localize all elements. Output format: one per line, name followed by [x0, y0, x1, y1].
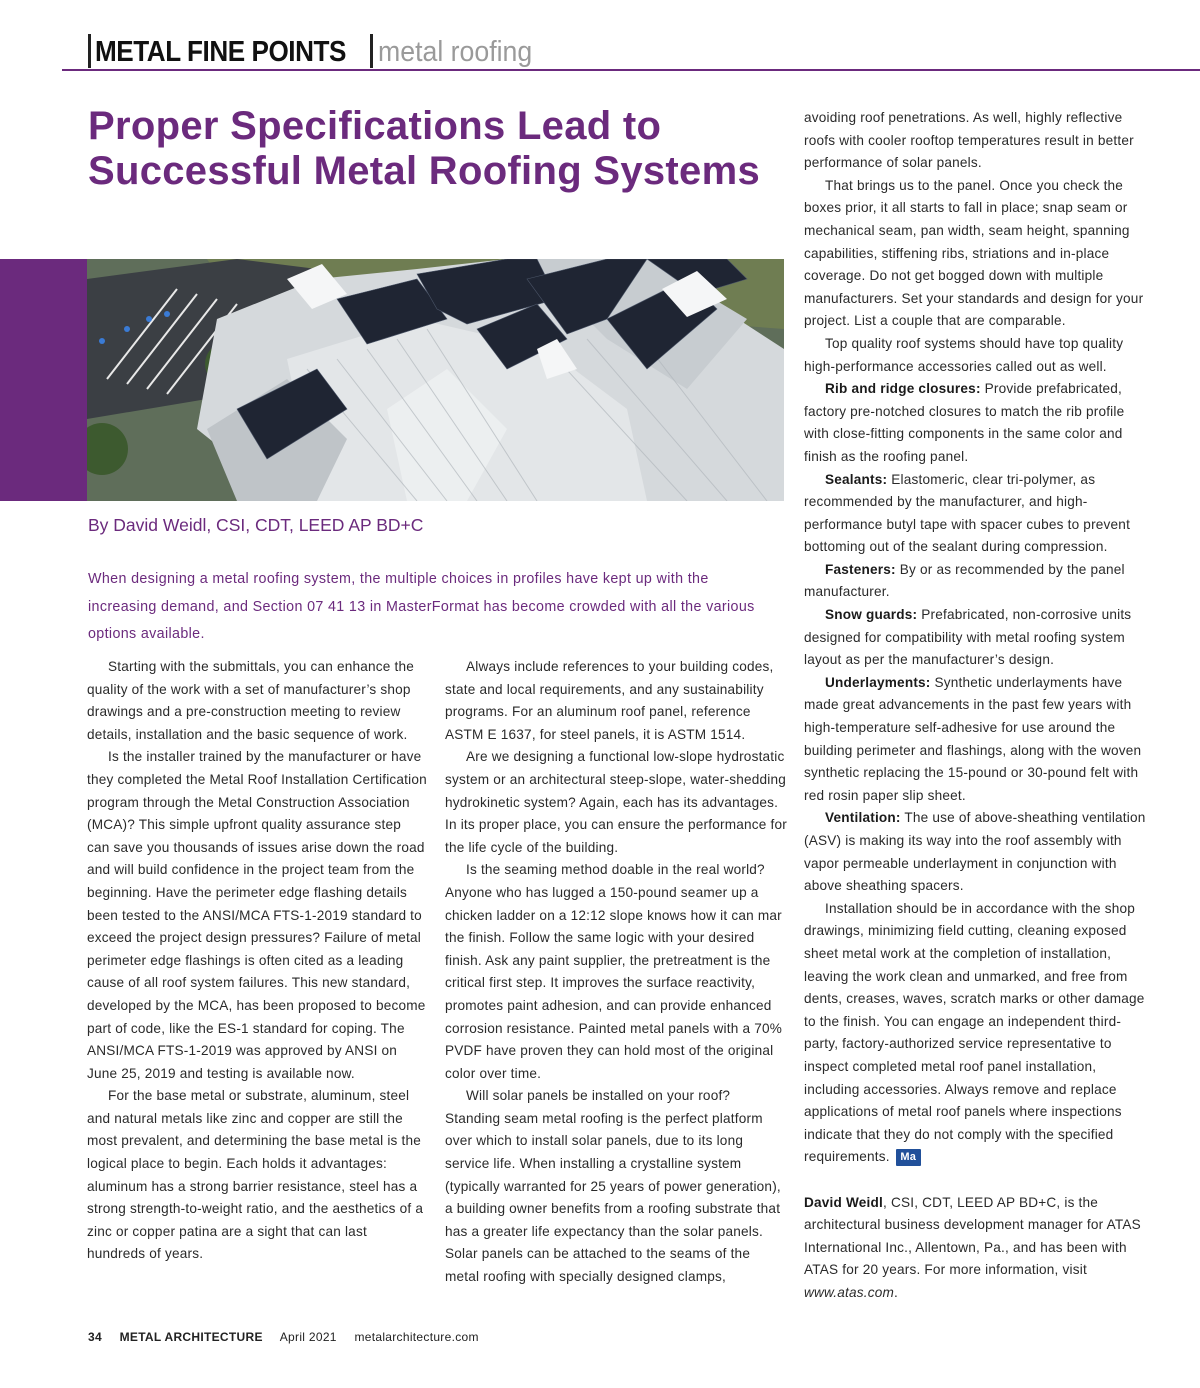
paragraph: For the base metal or substrate, aluminum, steel and natural metals like zinc and copper are still the most prevalent, and determining the base metal is the logical place to begin. Each holds it advantages: aluminum has a strong barrier resistance, steel has a strong strength-to-weight ratio, and the aesthetics of a zinc or copper patina are a sight that can last hundreds of years.: [87, 1088, 424, 1262]
header-rule: [62, 69, 1200, 71]
body-column-2: [445, 656, 787, 1289]
article-byline: By David Weidl, CSI, CDT, LEED AP BD+C: [88, 515, 424, 535]
author-name: David Weidl: [804, 1194, 883, 1210]
page-header: [0, 32, 1200, 72]
spec-text: Elastomeric, clear tri-polymer, as recommended by the manufacturer, and high-performance butyl tape with spacer cubes to prevent bottoming out of the sealant during compression.: [804, 471, 1131, 555]
paragraph: Is the seaming method doable in the real world? Anyone who has lugged a 150-pound seamer up a chicken ladder on a 12:12 slope knows how it can mar the finish. Follow the same logic with your desired finish. Ask any paint supplier, the pretreatment is the critical first step. It improves the surface reactivity, promotes paint adhesion, and can provide enhanced corrosion resistance. Painted metal panels with a 70% PVDF have proven they can hold most of the original color over time.: [445, 862, 783, 1081]
issue-date: April 2021: [279, 1330, 337, 1344]
article-lede: When designing a metal roofing system, the multiple choices in profiles have kept up with the increasing demand, and Section 07 41 13 in MasterFormat has become crowded with all the various options available.: [88, 571, 755, 642]
spec-text: Provide prefabricated, factory pre-notched closures to match the rib profile with close-fitting components in the same color and finish as the roofing panel.: [804, 381, 1125, 464]
spec-label: Ventilation:: [825, 810, 901, 826]
magazine-name: METAL ARCHITECTURE: [119, 1330, 263, 1344]
bio-link[interactable]: www.atas.com: [804, 1284, 895, 1300]
article-title: Proper Specifications Lead to Successful Metal Roofing Systems: [88, 104, 761, 193]
paragraph: Is the installer trained by the manufacturer or have they completed the Metal Roof Installation Certification program through the Metal Construction Association (MCA)? This simple upfront quality assurance step can save you thousands of issues arise down the road and will build confidence in the project team from the beginning. Have the perimeter edge flashing details been tested to the ANSI/MCA FTS-1-2019 standard to exceed the project design pressures? Failure of metal perimeter edge flashings is often cited as a leading cause of all roof system failures. This new standard, developed by the MCA, has been proposed to become part of code, like the ES-1 standard for coping. The ANSI/MCA FTS-1-2019 was approved by ANSI on June 25, 2019 and testing is available now.: [87, 749, 427, 1081]
roof-solar-illustration: [87, 259, 784, 501]
page-footer: [88, 1330, 493, 1344]
paragraph: Starting with the submittals, you can enhance the quality of the work with a set of manufacturer’s shop drawings and a pre-construction meeting to review details, installation and the basic sequence of work.: [87, 659, 415, 742]
paragraph: That brings us to the panel. Once you check the boxes prior, it all starts to fall in place; snap seam or mechanical seam, pan width, seam height, spanning capabilities, stiffening ribs, striations and in-place coverage. Do not get bogged down with multiple manufacturers. Set your standards and design for your project. List a couple that are comparable.: [804, 177, 1144, 329]
spec-label: Fasteners:: [825, 561, 896, 577]
spec-text: The use of above-sheathing ventilation (ASV) is making its way into the roof assembly with vapor permeable underlayment in conjunction with above sheathing spacers.: [804, 810, 1146, 894]
spec-fasteners: [804, 559, 1146, 604]
paragraph-continued: avoiding roof penetrations. As well, highly reflective roofs with cooler rooftop temperatures result in better performance of solar panels.: [804, 110, 1134, 171]
spec-text: Prefabricated, non-corrosive units designed for compatibility with metal roofing system layout as per the manufacturer’s design.: [804, 607, 1132, 668]
body-column-3: [804, 107, 1146, 1304]
header-kicker: METAL FINE POINTS: [95, 36, 346, 68]
header-divider: [88, 34, 91, 68]
spec-underlayments: [804, 672, 1146, 808]
spec-rib-closures: [804, 378, 1146, 468]
spec-text: Synthetic underlayments have made great advancements in the past few years with high-temperature self-adhesive for use around the building perimeter and flashings, along with the woven synthetic replacing the 15-pound or 30-pound felt with red rosin paper slip sheet.: [804, 674, 1142, 803]
paragraph: Will solar panels be installed on your roof? Standing seam metal roofing is the perfect platform over which to install solar panels, due to its long service life. When installing a crystalline system (typically warranted for 25 years of power generation), a building owner benefits from a roofing substrate that has a greater life expectancy than the solar panels. Solar panels can be attached to the seams of the metal roofing with specially designed clamps,: [445, 1088, 781, 1285]
website: metalarchitecture.com: [354, 1330, 479, 1344]
spec-ventilation: [804, 807, 1146, 897]
spec-label: Sealants:: [825, 471, 888, 487]
spec-label: Underlayments:: [825, 674, 931, 690]
bio-end: .: [894, 1284, 899, 1300]
photo-accent-tab: [0, 259, 87, 501]
end-mark-logo: Ma: [896, 1149, 921, 1166]
spec-text: By or as recommended by the panel manufacturer.: [804, 561, 1125, 600]
bio-text: , CSI, CDT, LEED AP BD+C, is the architectural business development manager for ATAS International Inc., Allentown, Pa., and has been with ATAS for 20 years. For more information, visit: [804, 1194, 1141, 1278]
page-number: 34: [88, 1330, 102, 1344]
header-divider: [370, 34, 373, 68]
spec-label: Snow guards:: [825, 607, 918, 623]
header-section: metal roofing: [378, 36, 533, 68]
spec-snow-guards: [804, 604, 1146, 672]
spec-label: Rib and ridge closures:: [825, 381, 981, 397]
author-bio: [804, 1192, 1146, 1305]
article-photo: [87, 259, 784, 501]
body-column-1: [87, 656, 427, 1266]
paragraph: Top quality roof systems should have top quality high-performance accessories called out as well.: [804, 335, 1124, 374]
paragraph: Always include references to your building codes, state and local requirements, and any sustainability programs. For an aluminum roof panel, reference ASTM E 1637, for steel panels, it is ASTM 1514.: [445, 659, 774, 742]
spec-sealants: [804, 469, 1146, 559]
paragraph: Are we designing a functional low-slope hydrostatic system or an architectural steep-slope, water-shedding hydrokinetic system? Again, each has its advantages. In its proper place, you can ensure the performance for the life cycle of the building.: [445, 749, 787, 855]
paragraph-installation: [804, 898, 1146, 1169]
paragraph-text: Installation should be in accordance with the shop drawings, minimizing field cutting, cleaning exposed sheet metal work at the completion of installation, leaving the work clean and unmarked, and free from dents, creases, waves, scratch marks or other damage to the finish. You can engage an independent third-party, factory-authorized service representative to inspect completed metal roof panel installation, including accessories. Always remove and replace applications of metal roof panels where inspections indicate that they do not comply with the specified requirements.: [804, 900, 1145, 1165]
